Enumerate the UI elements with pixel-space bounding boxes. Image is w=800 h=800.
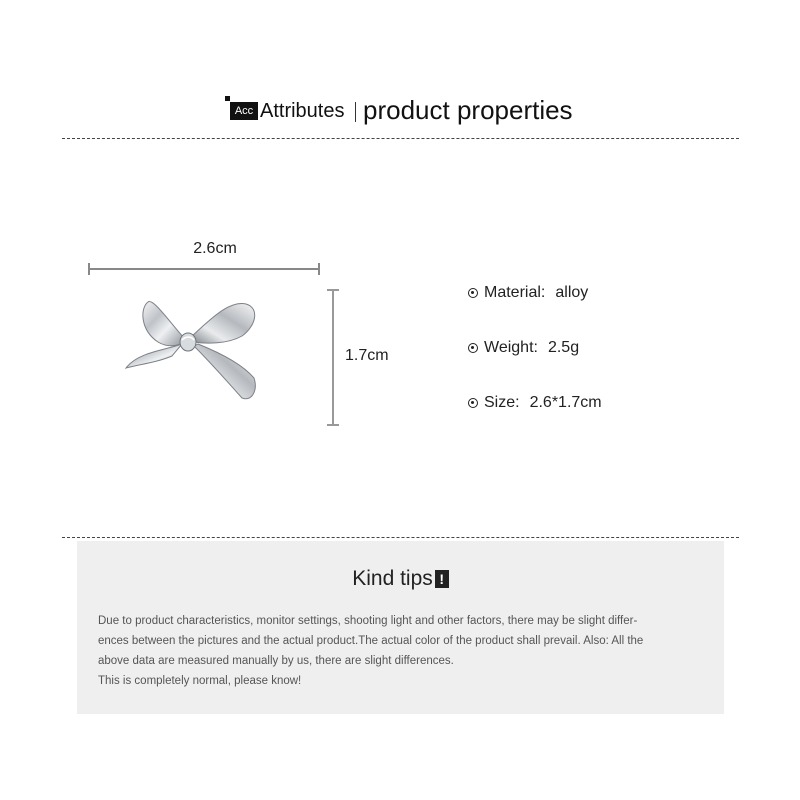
property-key: Size:	[484, 394, 520, 411]
width-dimension-line	[89, 268, 320, 270]
height-dimension-cap-bottom	[327, 424, 339, 426]
property-value: 2.5g	[547, 339, 580, 356]
property-value: 2.6*1.7cm	[529, 394, 602, 411]
height-dimension-cap-top	[327, 289, 339, 291]
height-dimension-line	[332, 290, 334, 425]
bottom-divider	[62, 537, 739, 538]
tips-line: above data are measured manually by us, there are slight differences.	[98, 655, 454, 667]
attributes-label: Attributes	[260, 100, 345, 122]
width-dimension-cap-left	[88, 263, 90, 275]
width-dimension-cap-right	[318, 263, 320, 275]
property-key: Material:	[484, 284, 546, 301]
top-divider	[62, 138, 739, 139]
page-title: product properties	[363, 95, 573, 125]
property-key: Weight:	[484, 339, 538, 356]
kind-tips-panel	[77, 541, 724, 714]
property-material	[468, 282, 588, 308]
property-weight	[468, 337, 579, 363]
badge-dot	[225, 96, 230, 101]
width-dimension-label: 2.6cm	[193, 240, 237, 257]
tips-line: ences between the pictures and the actual product.The actual color of the product shall prevail. Also: All the	[98, 635, 644, 647]
height-dimension-label: 1.7cm	[345, 347, 389, 364]
tips-line: This is completely normal, please know!	[98, 675, 302, 687]
bullet-icon	[468, 398, 478, 408]
kind-tips-body	[98, 611, 710, 691]
property-size	[468, 392, 602, 418]
acc-badge: Acc	[230, 102, 258, 120]
bow-product-image	[118, 290, 268, 410]
exclamation-icon: !	[435, 570, 449, 588]
property-value: alloy	[555, 284, 589, 301]
bullet-icon	[468, 288, 478, 298]
header	[0, 94, 800, 128]
kind-tips-title	[77, 567, 724, 591]
bullet-icon	[468, 343, 478, 353]
kind-tips-title-text: Kind tips	[352, 567, 433, 590]
tips-line: Due to product characteristics, monitor settings, shooting light and other factors, there may be slight differ-	[98, 615, 638, 627]
title-separator	[355, 102, 356, 122]
